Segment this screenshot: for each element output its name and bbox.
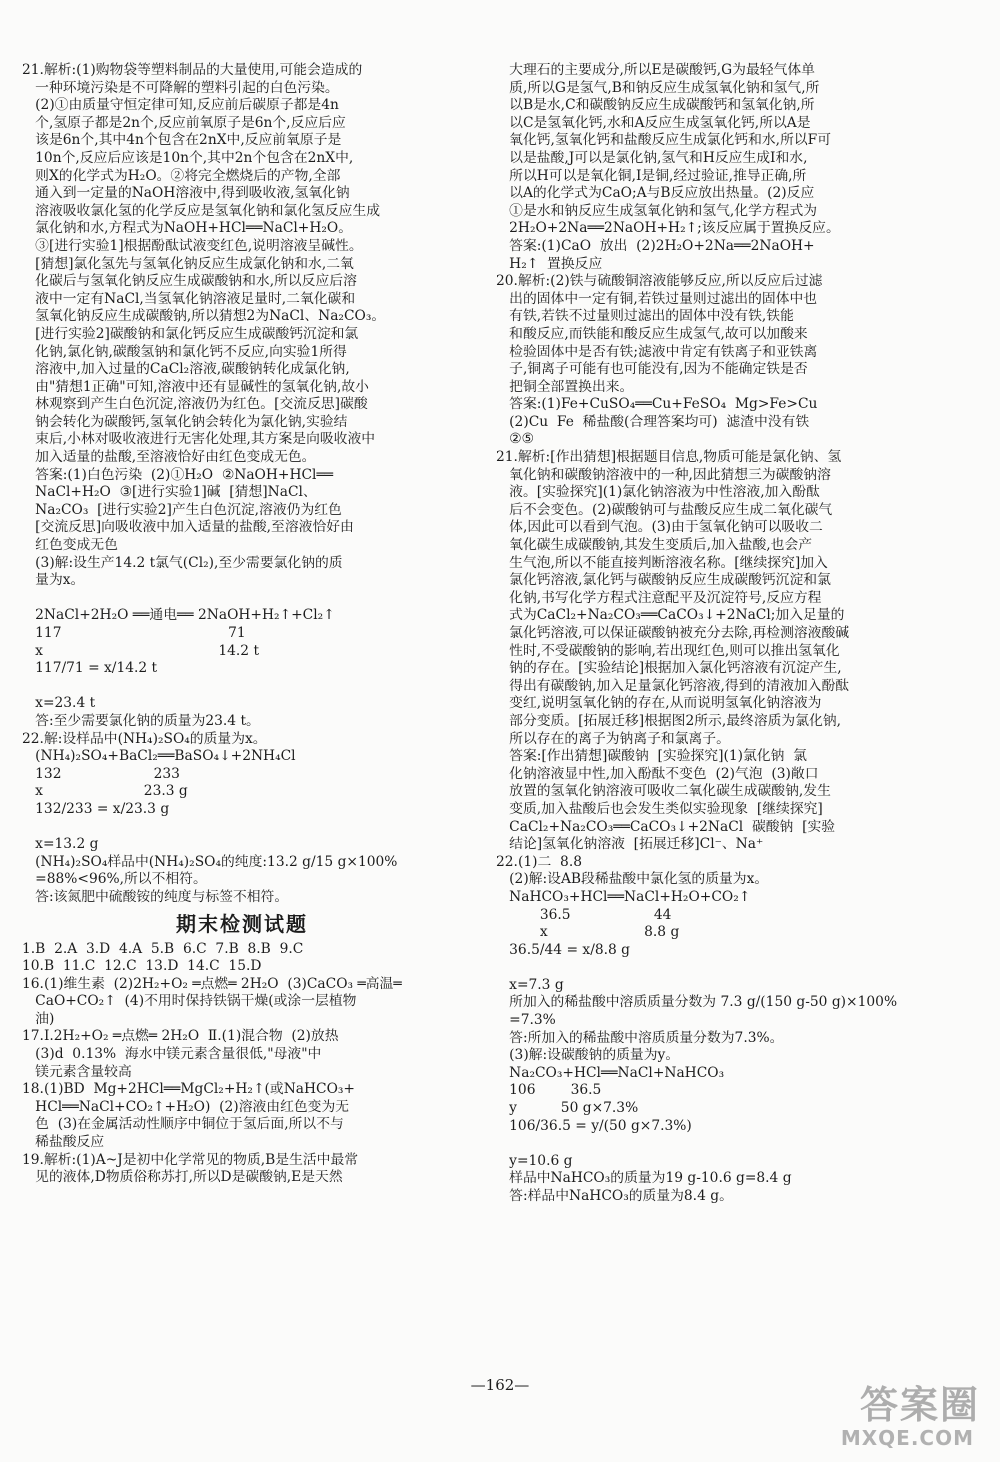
text-line: 见的液体,D物质俗称苏打,所以D是碳酸钠,E是天然 [22,1169,343,1186]
text-line: 钠会转化为碳酸钙,氢氧化钠会转化为氯化钠,实验结 [22,413,348,430]
text-line: 答案:(1)白色污染 (2)①H₂O ②NaOH+HCl══ [22,466,334,483]
text-line: 放置的氢氧化钠溶液可吸收二氧化碳生成碳酸钠,发生 [496,783,831,800]
text-line: 答:至少需要氯化钠的质量为23.4 t。 [22,712,260,729]
text-line: 性时,不受碳酸钠的影响,若出现红色,则可以推出氢氧化 [496,642,840,659]
text-line: 该是6n个,其中4n个包含在2nX中,反应前氧原子是 [22,132,342,149]
text-line: 以B是水,C和碳酸钠反应生成碳酸钙和氢氧化钠,所 [496,97,815,114]
text-line: 22.解:设样品中(NH₄)₂SO₄的质量为x。 [22,730,267,747]
text-line: 10.B 11.C 12.C 13.D 14.C 15.D [22,958,262,975]
text-line: 19.解析:(1)A~J是初中化学常见的物质,B是生活中最常 [22,1151,359,1168]
text-line: 检验固体中是否有铁;滤液中肯定有铁离子和亚铁离 [496,343,818,360]
text-line: (2)解:设AB段稀盐酸中氯化氢的质量为x。 [496,871,769,888]
left-column [22,62,462,1187]
text-line: Na₂CO₃+HCl══NaCl+NaHCO₃ [496,1064,725,1081]
text-line: 子,铜离子可能有也可能没有,因为不能确定铁是否 [496,361,808,378]
text-line: y=10.6 g [496,1152,573,1169]
text-line: 液中一定有NaCl,当氢氧化钠溶液足量时,二氧化碳和 [22,290,356,307]
text-line: 质,所以G是氢气,B和钠反应生成氢氧化钠和氢气,所 [496,79,820,96]
text-line: 117 71 [22,625,246,641]
text-line: 化碳后与氢氧化钠反应生成碳酸钠和水,所以反应后溶 [22,273,357,290]
text-line: 得出有碳酸钠,加入足量氯化钙溶液,得到的清液加入酚酞 [496,677,850,694]
text-line: 18.(1)BD Mg+2HCl══MgCl₂+H₂↑(或NaHCO₃+ [22,1081,355,1098]
text-line: 21.解析:(1)购物袋等塑料制品的大量使用,可能会造成的 [22,62,363,78]
text-line: NaHCO₃+HCl══NaCl+H₂O+CO₂↑ [496,888,751,905]
text-line [22,678,462,696]
text-line: 化钠,书写化学方程式注意配平及沉淀符号,反应方程 [496,589,822,606]
text-line: 36.5/44 = x/8.8 g [496,941,631,958]
right-column [496,62,942,1206]
text-line: 变红,说明氢氧化钠的存在,从而说明氢氧化钠溶液为 [496,695,822,712]
text-line: (2)Cu Fe 稀盐酸(合理答案均可) 滤渣中没有铁 [496,413,810,430]
text-line: (3)解:设碳酸钠的质量为y。 [496,1047,680,1064]
text-line: 答:样品中NaHCO₃的质量为8.4 g。 [496,1188,733,1204]
text-line: 20.解析:(2)铁与硫酸铜溶液能够反应,所以反应后过滤 [496,273,823,290]
text-line: 把铜全部置换出来。 [496,378,634,395]
text-line: 以C是氢氧化钙,水和A反应生成氢氧化钙,所以A是 [496,114,811,131]
exam-section-title: 期末检测试题 [176,911,308,936]
text-line: 大理石的主要成分,所以E是碳酸钙,G为最轻气体单 [496,62,815,78]
text-line: 部分变质。[拓展迁移]根据图2所示,最终溶质为氯化钠, [496,712,842,729]
text-line: 36.5 44 [496,906,672,923]
text-line: 106/36.5 = y/(50 g×7.3%) [496,1117,692,1134]
text-line: 生气泡,所以不能直接判断溶液名称。[继续探究]加入 [496,554,828,571]
text-line: 液。[实验探究](1)氯化钠溶液为中性溶液,加入酚酞 [496,484,820,501]
text-line: 132 233 [22,765,180,782]
watermark-main: 答案圈 [859,1383,980,1427]
text-line: [猜想]氯化氢先与氢氧化钠反应生成氯化钠和水,二氧 [22,255,354,272]
text-line: ③[进行实验1]根据酚酞试液变红色,说明溶液呈碱性。 [22,237,363,254]
text-line: 氧化钙,氢氧化钙和盐酸反应生成氯化钙和水,所以F可 [496,132,832,149]
text-line: 一种环境污染是不可降解的塑料引起的白色污染。 [22,79,339,96]
text-line: 氧化碳生成碳酸钠,其发生变质后,加入盐酸,也会产 [496,537,813,554]
text-line: CaCl₂+Na₂CO₃══CaCO₃↓+2NaCl 碳酸钠 [实验 [496,818,836,835]
text-line: x 8.8 g [496,924,680,941]
text-line: 红色变成无色 [22,537,118,554]
text-line: 氯化钙溶液,氯化钙与碳酸钠反应生成碳酸钙沉淀和氯 [496,572,831,589]
text-line: ①是水和钠反应生成氢氧化钠和氢气,化学方程式为 [496,202,818,219]
text-line: 林观察到产生白色沉淀,溶液仍为红色。[交流反思]碳酸 [22,396,368,413]
text-line: (NH₄)₂SO₄+BaCl₂══BaSO₄↓+2NH₄Cl [22,748,296,765]
text-line: 稀盐酸反应 [22,1134,105,1151]
text-line [496,1135,942,1153]
text-line: 答:所加入的稀盐酸中溶质质量分数为7.3%。 [496,1029,784,1046]
text-line: 钠的存在。[实验结论]根据加入氯化钙溶液有沉淀产生, [496,660,842,677]
text-line: 答案:(1)CaO 放出 (2)2H₂O+2Na══2NaOH+ [496,237,815,254]
text-line: (NH₄)₂SO₄样品中(NH₄)₂SO₄的纯度:13.2 g/15 g×100% [22,853,398,870]
text-line: 有铁,若铁不过量则过滤出的固体中没有铁,铁能 [496,308,794,325]
text-line: 117/71 = x/14.2 t [22,660,158,677]
text-line: 化钠溶液显中性,加入酚酞不变色 (2)气泡 (3)敞口 [496,765,819,782]
text-line: 以是盐酸,J可以是氯化钠,氢气和H反应生成I和水, [496,149,808,166]
text-line: x=7.3 g [496,976,564,993]
text-line: 所以H可以是氧化铜,I是铜,经过验证,推导正确,所 [496,167,807,184]
text-line: 氧化钠和碳酸钠溶液中的一种,因此猜想三为碳酸钠溶 [496,466,831,483]
text-line: 所加入的稀盐酸中溶质质量分数为 7.3 g/(150 g-50 g)×100% [496,994,898,1011]
text-line: 106 36.5 [496,1082,602,1099]
text-line: 变质,加入盐酸后也会发生类似实验现象 [继续探究] [496,800,823,817]
text-line: [交流反思]向吸收液中加入适量的盐酸,至溶液恰好由 [22,519,354,536]
text-line: (3)解:设生产14.2 t氯气(Cl₂),至少需要氯化钠的质 [22,554,343,571]
text-line: 所以存在的离子为钠离子和氯离子。 [496,730,730,747]
text-line: =88%<96%,所以不相符。 [22,871,207,888]
text-line: 式为CaCl₂+Na₂CO₃══CaCO₃↓+2NaCl;加入足量的 [496,607,845,624]
text-line: 后不会变色。(2)碳酸钠可与盐酸反应生成二氧化碳气 [496,501,833,518]
page-number: —162— [470,1376,530,1394]
text-line: 答案:[作出猜想]碳酸钠 [实验探究](1)氯化钠 氯 [496,748,807,765]
text-line: 2NaCl+2H₂O ══通电══ 2NaOH+H₂↑+Cl₂↑ [22,607,335,624]
text-line: Na₂CO₃ [进行实验2]产生白色沉淀,溶液仍为红色 [22,501,342,518]
text-line: 个,氢原子都是2n个,反应前氧原子是6n个,反应后应 [22,114,346,131]
text-line: =7.3% [496,1012,556,1029]
watermark-sub: MXQE.COM [840,1426,974,1450]
text-line: 1.B 2.A 3.D 4.A 5.B 6.C 7.B 8.B 9.C [22,940,304,957]
text-line: CaO+CO₂↑ (4)不用时保持铁锅干燥(或涂一层植物 [22,993,357,1010]
text-line: 量为x。 [22,572,85,589]
text-line: HCl══NaCl+CO₂↑+H₂O) (2)溶液由红色变为无 [22,1098,350,1115]
text-line: 化钠,氯化钠,碳酸氢钠和氯化钙不反应,向实验1所得 [22,343,347,360]
text-line: 镁元素含量较高 [22,1063,132,1080]
text-line: 色 (3)在金属活动性顺序中铜位于氢后面,所以不与 [22,1116,344,1133]
text-line: 以A的化学式为CaO;A与B反应放出热量。(2)反应 [496,185,815,202]
text-line: (2)①由质量守恒定律可知,反应前后碳原子都是4n [22,97,339,114]
text-line: 答案:(1)Fe+CuSO₄══Cu+FeSO₄ Mg>Fe>Cu [496,396,818,413]
text-line: 和酸反应,而铁能和酸反应生成氢气,故可以加酸来 [496,325,808,342]
text-line: 氯化钠和水,方程式为NaOH+HCl══NaCl+H₂O。 [22,220,353,237]
text-line: 17.Ⅰ.2H₂+O₂ ═点燃═ 2H₂O Ⅱ.(1)混合物 (2)放热 [22,1028,339,1045]
text-line: 束后,小林对吸收液进行无害化处理,其方案是向吸收液中 [22,431,376,448]
text-line: 2H₂O+2Na══2NaOH+H₂↑;该反应属于置换反应。 [496,220,840,237]
text-line: y 50 g×7.3% [496,1100,639,1117]
text-line: H₂↑ 置换反应 [496,255,603,272]
text-line: 通入到一定量的NaOH溶液中,得到吸收液,氢氧化钠 [22,185,350,202]
text-line [496,959,942,977]
text-line [22,819,462,837]
text-line: 结论]氢氧化钠溶液 [拓展迁移]Cl⁻、Na⁺ [496,836,764,853]
text-line: [进行实验2]碳酸钠和氯化钙反应生成碳酸钙沉淀和氯 [22,325,359,342]
text-line: 答:该氮肥中硫酸铵的纯度与标签不相符。 [22,888,289,905]
text-line: 16.(1)维生素 (2)2H₂+O₂ ═点燃═ 2H₂O (3)CaCO₃ ═高温═ [22,975,402,992]
text-line: NaCl+H₂O ③[进行实验1]碱 [猜想]NaCl、 [22,484,317,501]
text-line: ②⑤ [496,431,534,448]
text-line: 21.解析:[作出猜想]根据题目信息,物质可能是氯化钠、氢 [496,449,842,466]
text-line: 则X的化学式为H₂O。②将完全燃烧后的产物,全部 [22,167,341,184]
text-line: 132/233 = x/23.3 g [22,800,170,817]
text-line: 加入适量的盐酸,至溶液恰好由红色变成无色。 [22,449,316,466]
text-line: 氯化钙溶液,可以保证碳酸钠被充分去除,再检测溶液酸碱 [496,625,850,641]
text-line: 体,因此可以看到气泡。(3)由于氢氧化钠可以吸收二 [496,519,823,536]
text-line [22,590,462,608]
text-line: 出的固体中一定有铜,若铁过量则过滤出的固体中也 [496,290,818,307]
text-line: x 14.2 t [22,642,260,659]
text-line: x=23.4 t [22,695,96,712]
text-line: 样品中NaHCO₃的质量为19 g-10.6 g=8.4 g [496,1170,792,1187]
watermark-logo [780,1374,980,1452]
text-line: 由"猜想1正确"可知,溶液中还有显碱性的氢氧化钠,故小 [22,378,369,395]
text-line: 油) [22,1010,55,1027]
text-line: (3)d 0.13% 海水中镁元素含量很低,"母液"中 [22,1046,322,1063]
text-line: 22.(1)二 8.8 [496,853,582,870]
text-line: 溶液中,加入过量的CaCl₂溶液,碳酸钠转化成氯化钠, [22,361,350,378]
text-line: x=13.2 g [22,836,99,853]
text-line: 氢氧化钠反应生成碳酸钠,所以猜想2为NaCl、Na₂CO₃。 [22,308,386,325]
text-line: 10n个,反应后应该是10n个,其中2n个包含在2nX中, [22,149,354,166]
text-line: x 23.3 g [22,783,188,800]
text-line: 溶液吸收氯化氢的化学反应是氢氧化钠和氯化氢反应生成 [22,202,381,219]
